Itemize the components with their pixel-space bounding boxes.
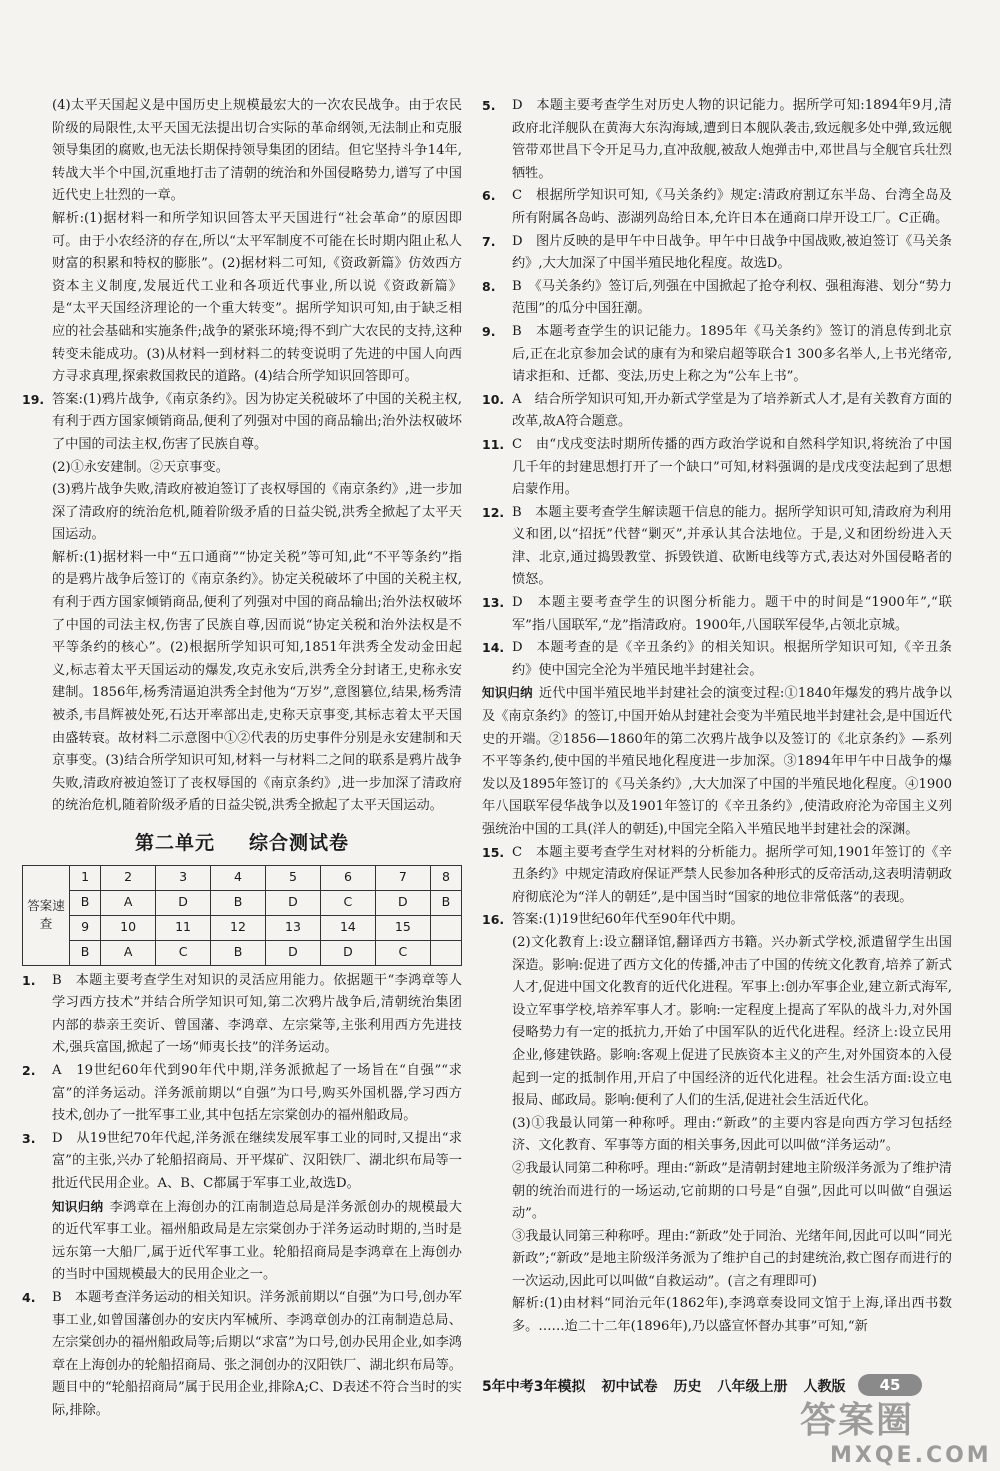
table-cell: C xyxy=(320,890,375,915)
paragraph: (3)①我最认同第一种称呼。理由:“新政”的主要内容是向西方学习包括经济、文化教育、军事等方面的相关事务,因此可以叫做“洋务运动”。 xyxy=(512,1115,952,1154)
item-number: 16. xyxy=(482,912,505,928)
item-number: 6. xyxy=(482,188,496,204)
table-cell: C xyxy=(375,940,430,965)
table-cell: 1 xyxy=(70,865,101,890)
table-cell: 12 xyxy=(211,915,266,940)
section-title-unit: 第二单元 xyxy=(134,832,215,854)
paragraph: 答案:(1)19世纪60年代至90年代中期。 xyxy=(512,912,744,928)
paragraph: D 从19世纪70年代起,洋务派在继续发展军事工业的同时,又提出“求富”的主张,兴办了轮船招商局、开平煤矿、汉阳铁厂、湖北织布局等一批近代民用企业。A、B、C都属于军事工业,故选D。 xyxy=(52,1130,462,1191)
paragraph: ③我最认同第三种称呼。理由:“新政”处于同治、光绪年间,因此可以叫“同光新政”;“新政”是地主阶级洋务派为了维护自己的封建统治,救亡图存而进行的一次运动,因此可以叫做“自救运动”。(言之有理即可) xyxy=(512,1228,952,1289)
table-cell: 6 xyxy=(320,865,375,890)
item-body: D 本题考查的是《辛丑条约》的相关知识。根据所学知识可知,《辛丑条约》使中国完全沦为半殖民地半封建社会。 xyxy=(512,640,952,678)
watermark-logo xyxy=(800,1392,992,1468)
paragraph: 答案:(1)鸦片战争,《南京条约》。因为协定关税破坏了中国的关税主权,有利于西方国家倾销商品,便利了列强对中国的商品输出;治外法权破坏了中国的司法主权,伤害了民族自尊。 xyxy=(52,391,462,452)
footer-series: 初中试卷 xyxy=(601,1379,658,1395)
answer-item-1 xyxy=(22,970,462,1060)
item-body xyxy=(52,389,462,818)
item-number: 19. xyxy=(22,391,45,407)
table-cell: B xyxy=(70,940,101,965)
table-cell: 8 xyxy=(430,865,461,890)
table-cell: 7 xyxy=(375,865,430,890)
knowledge-tip xyxy=(482,682,952,841)
answer-item-4 xyxy=(22,1287,462,1423)
answer-table-label: 答案速查 xyxy=(23,865,70,965)
table-cell: 4 xyxy=(211,865,266,890)
item-number: 4. xyxy=(22,1289,36,1305)
table-cell: C xyxy=(156,940,211,965)
table-cell: 15 xyxy=(375,915,430,940)
item-number: 15. xyxy=(482,844,505,860)
item-body: B 《马关条约》签订后,列强在中国掀起了抢夺利权、强租海港、划分“势力范围”的瓜分中国狂潮。 xyxy=(512,278,952,317)
table-cell: A xyxy=(101,890,156,915)
item-number: 3. xyxy=(22,1130,36,1146)
item-number: 14. xyxy=(482,640,505,656)
item-number: 8. xyxy=(482,278,496,294)
answer-item-12 xyxy=(482,502,952,592)
item-body: B 本题主要考查学生对知识的灵活应用能力。依据题干“李鸿章等人学习西方技术”并结合所学知识可知,第二次鸦片战争后,清朝统治集团内部的恭亲王奕䜣、曾国藩、李鸿章、左宗棠等,主张利用西方先进技术,强兵富国,掀起了一场“师夷长技”的洋务运动。 xyxy=(52,972,462,1056)
item-number: 1. xyxy=(22,972,36,988)
answer-item-9 xyxy=(482,321,952,389)
table-cell: 14 xyxy=(320,915,375,940)
table-cell: 5 xyxy=(265,865,320,890)
table-cell: 2 xyxy=(101,865,156,890)
table-cell: 11 xyxy=(156,915,211,940)
item-body: C 本题主要考查学生对材料的分析能力。据所学可知,1901年签订的《辛丑条约》中规定清政府保证严禁人民参加各种形式的反帝活动,这表明清朝政府彻底沦为“洋人的朝廷”,是中国当时“国家的地位非常低落”的表现。 xyxy=(512,844,952,905)
item-number: 5. xyxy=(482,98,496,113)
item-body: B 本题考查学生的识记能力。1895年《马关条约》签订的消息传到北京后,正在北京参加会试的康有为和梁启超等联合1 300多名举人,上书光绪帝,请求拒和、迁都、变法,历史上称之为“公车上书”。 xyxy=(512,323,952,385)
footer-edition: 人教版 xyxy=(803,1379,846,1395)
answer-item-19 xyxy=(22,389,462,818)
item-body: A 结合所学知识可知,开办新式学堂是为了培养新式人才,是有关教育方面的改革,故A符合题意。 xyxy=(512,391,952,430)
footer-subject: 历史 xyxy=(673,1379,702,1395)
paragraph: 解析:(1)据材料一中“五口通商”“协定关税”等可知,此“不平等条约”指的是鸦片战争后签订的《南京条约》。协定关税破坏了中国的关税主权,有利于西方国家倾销商品,便利了列强对中国的商品输出;治外法权破坏了中国的司法主权,伤害了民族自尊,因而说“协定关税和治外法权是不平等条约的核心”。(2)根据所学知识可知,1851年洪秀全发动金田起义,标志着太平天国运动的爆发,攻克永安后,洪秀全分封诸王,史称永安建制。1856年,杨秀清逼迫洪秀全封他为“万岁”,意图篡位,结果,杨秀清被杀,韦昌辉被处死,石达开率部出走,史称天京事变,其标志着太平天国由盛转衰。故材料二示意图中①②代表的历史事件分别是永安建制和天京事变。(3)结合所学知识可知,材料一与材料二之间的联系是鸦片战争失败,清政府被迫签订了丧权辱国的《南京条约》,进一步加深了清政府的统治危机,随着阶级矛盾的日益尖锐,洪秀全掀起了太平天国运动。 xyxy=(52,549,462,814)
answer-item-11 xyxy=(482,434,952,502)
left-column xyxy=(22,95,462,1422)
tip-text: 李鸿章在上海创办的江南制造总局是洋务派创办的规模最大的近代军事工业。福州船政局是左宗棠创办于洋务运动时期的,当时是远东第一大船厂,属于近代军事工业。轮船招商局是李鸿章在上海创办的当时中国规模最大的民用企业之一。 xyxy=(52,1199,462,1283)
knowledge-tip xyxy=(52,1196,462,1287)
item-body: B 本题考查洋务运动的相关知识。洋务派前期以“自强”为口号,创办军事工业,如曾国藩创办的安庆内军械所、李鸿章创办的江南制造总局、左宗棠创办的福州船政局等;后期以“求富”为口号,创办民用企业,如李鸿章在上海创办的轮船招商局、张之洞创办的汉阳铁厂、湖北织布局等。题目中的“轮船招商局”属于民用企业,排除A;C、D表述不符合当时的实际,排除。 xyxy=(52,1289,462,1418)
item-number: 10. xyxy=(482,391,505,407)
item-body: A 19世纪60年代到90年代中期,洋务派掀起了一场旨在“自强”“求富”的洋务运动。洋务派前期以“自强”为口号,购买外国机器,学习西方技术,创办了一批军事工业,其中包括左宗棠创办的福州船政局。 xyxy=(52,1062,462,1124)
item-number: 12. xyxy=(482,504,505,520)
item-body: D 图片反映的是甲午中日战争。甲午中日战争中国战败,被迫签订《马关条约》,大大加深了中国半殖民地化程度。故选D。 xyxy=(512,233,952,272)
tip-text: 近代中国半殖民地半封建社会的演变过程:①1840年爆发的鸦片战争以及《南京条约》的签订,中国开始从封建社会变为半殖民地半封建社会,是中国近代史的开端。②1856—1860年的第二次鸦片战争以及签订的《北京条约》—系列不平等条约,使中国的半殖民地化程度进一步加深。③1894年甲午中日战争的爆发以及1895年签订的《马关条约》,大大加深了中国的半殖民地化程度。④1900年八国联军侵华战争以及1901年签订的《辛丑条约》,使清政府沦为帝国主义列强统治中国的工具(洋人的朝廷),中国完全陷入半殖民地半封建社会的深渊。 xyxy=(482,686,952,837)
table-cell: 3 xyxy=(156,865,211,890)
answer-table xyxy=(22,865,462,966)
tip-label: 知识归纳 xyxy=(482,685,533,701)
paragraph: 解析:(1)由材料“同治元年(1862年),李鸿章奏设同文馆于上海,译出西书数多。……迨二十二年(1896年),乃以盛宣怀督办其事”可知,“新 xyxy=(512,1296,952,1335)
paragraph: (2)文化教育上:设立翻译馆,翻译西方书籍。兴办新式学校,派遣留学生出国深造。影响:促进了西方文化的传播,冲击了中国的传统文化教育,培养了新式人才,促进中国文化教育的近代化进程。军事上:创办军事企业,建立新式海军,设立军事学校,培养军事人才。影响:一定程度上提高了军队的战斗力,对外国侵略势力有一定的抵抗力,开始了中国军队的近代化进程。经济上:设立民用企业,修建铁路。影响:客观上促进了民族资本主义的产生,对外国资本的入侵起到一定的抵制作用,开启了中国经济的近代化进程。社会生活方面:设立电报局、邮政局。影响:便利了人们的生活,促进社会生活近代化。 xyxy=(512,934,952,1109)
right-column xyxy=(482,95,952,1339)
paragraph: (2)①永安建制。②天京事变。 xyxy=(52,459,229,475)
answer-item-15 xyxy=(482,842,952,910)
table-cell: A xyxy=(101,940,156,965)
table-cell: D xyxy=(265,890,320,915)
item-number: 7. xyxy=(482,233,496,249)
table-cell: D xyxy=(265,940,320,965)
table-cell: B xyxy=(430,890,461,915)
answer-item-16 xyxy=(482,909,952,1338)
paragraph: (4)太平天国起义是中国历史上规模最宏大的一次农民战争。由于农民阶级的局限性,太平天国无法提出切合实际的革命纲领,无法制止和克服领导集团的腐败,也无法长期保持领导集团的团结。但它坚持斗争14年,转战大半个中国,沉重地打击了清朝的统治和外国侵略势力,谱写了中国近代史上壮烈的一章。 xyxy=(52,98,462,204)
table-cell: B xyxy=(211,940,266,965)
item-body: D 本题主要考查学生对历史人物的识记能力。据所学可知:1894年9月,清政府北洋舰队在黄海大东沟海域,遭到日本舰队袭击,致远舰多处中弹,致远舰管带邓世昌下令开足马力,直冲敌舰,被敌人炮弹击中,邓世昌与全舰官兵壮烈牺牲。 xyxy=(512,98,952,181)
table-cell: 9 xyxy=(70,915,101,940)
answer-item-14 xyxy=(482,637,952,682)
table-cell: B xyxy=(70,890,101,915)
table-cell xyxy=(430,915,461,940)
footer-brand: 5年中考3年模拟 xyxy=(482,1379,586,1395)
table-cell: B xyxy=(211,890,266,915)
table-cell: D xyxy=(320,940,375,965)
answer-item-10 xyxy=(482,389,952,434)
watermark-cn: 答案圈 xyxy=(800,1400,915,1441)
item-body: C 根据所学知识可知,《马关条约》规定:清政府割辽东半岛、台湾全岛及所有附属各岛屿、澎湖列岛给日本,允许日本在通商口岸开设工厂。C正确。 xyxy=(512,188,952,226)
item-body xyxy=(512,909,952,1338)
paragraph: (3)鸦片战争失败,清政府被迫签订了丧权辱国的《南京条约》,进一步加深了清政府的统治危机,随着阶级矛盾的日益尖锐,洪秀全掀起了太平天国运动。 xyxy=(52,482,462,543)
page-number: 45 xyxy=(858,1374,922,1396)
answer-item-2 xyxy=(22,1060,462,1128)
table-cell: 10 xyxy=(101,915,156,940)
table-cell: 13 xyxy=(265,915,320,940)
answer-item-7 xyxy=(482,231,952,276)
item-body: B 本题主要考查学生解读题干信息的能力。据所学知识可知,清政府为利用义和团,以“招抚”代替“剿灭”,并承认其合法地位。于是,义和团纷纷进入天津、北京,通过捣毁教堂、拆毁铁道、砍断电线等方式,表达对外国侵略者的愤怒。 xyxy=(512,504,952,588)
item-body xyxy=(52,1128,462,1287)
item-number: 11. xyxy=(482,436,505,452)
answer-item-8 xyxy=(482,276,952,321)
section-title xyxy=(22,832,462,855)
section-title-name: 综合测试卷 xyxy=(249,832,350,854)
answer-item-5 xyxy=(482,95,952,185)
table-cell xyxy=(430,940,461,965)
item-number: 9. xyxy=(482,323,496,339)
answer-item-3 xyxy=(22,1128,462,1287)
answer-item-13 xyxy=(482,592,952,637)
paragraph: 解析:(1)据材料一和所学知识回答太平天国进行“社会革命”的原因即可。由于小农经济的存在,所以“太平军制度不可能在长时期内阻止私人财富的积累和特权的膨胀”。(2)据材料二可知,《资政新篇》仿效西方资本主义制度,发展近代工业和各项近代事业,所以说《资政新篇》是“太平天国经济理论的一个重大转变”。据所学知识可知,由于缺乏相应的社会基础和实施条件;战争的紧张环境;得不到广大农民的支持,这种转变未能成功。(3)从材料一到材料二的转变说明了先进的中国人向西方寻求真理,探索救国救民的道路。(4)结合所学知识回答即可。 xyxy=(52,210,462,385)
table-cell: D xyxy=(375,890,430,915)
answer-item-6 xyxy=(482,185,952,230)
paragraph: ②我最认同第二种称呼。理由:“新政”是清朝封建地主阶级洋务派为了维护清朝的统治而进行的一场运动,它前期的口号是“自强”,因此可以叫做“自强运动”。 xyxy=(512,1160,952,1222)
table-cell: D xyxy=(156,890,211,915)
item-number: 2. xyxy=(22,1062,36,1078)
footer-grade: 八年级上册 xyxy=(717,1379,788,1395)
item-number: 13. xyxy=(482,595,505,611)
item-body: C 由“戊戌变法时期所传播的西方政治学说和自然科学知识,将统治了中国几千年的封建思想打开了一个缺口”可知,材料强调的是戊戌变法起到了思想启蒙作用。 xyxy=(512,436,952,498)
watermark-en: MXQE.COM xyxy=(830,1443,992,1468)
item-body: D 本题主要考查学生的识图分析能力。题干中的时间是“1900年”,“联军”指八国联军,“龙”指清政府。1900年,八国联军侵华,占领北京城。 xyxy=(512,595,952,633)
tip-label: 知识归纳 xyxy=(52,1198,104,1214)
